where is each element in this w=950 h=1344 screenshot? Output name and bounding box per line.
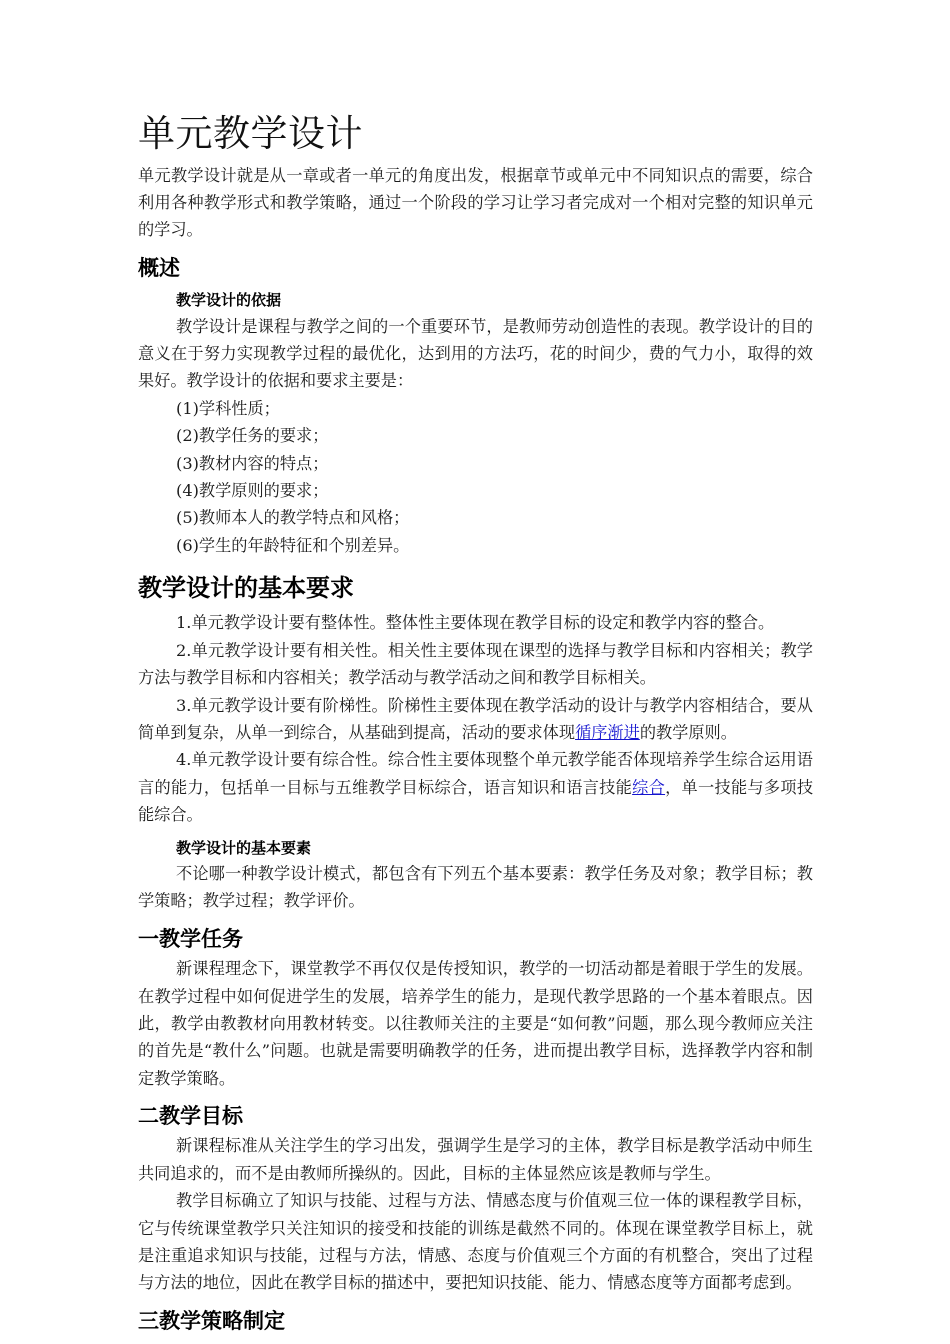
section-two-paragraph-2: 教学目标确立了知识与技能、过程与方法、情感态度与价值观三位一体的课程教学目标，它与传统课堂教学只关注知识的接受和技能的训练是截然不同的。体现在课堂教学目标上，就是注重追求知识与技能，过程与方法，情感、态度与价值观三个方面的有机整合，突出了过程与方法的地位，因此在教学目标的描述中，要把知识技能、能力、情感态度等方面都考虑到。 — [138, 1191, 813, 1293]
hyperlink-xunxujianjin[interactable]: 循序渐进 — [575, 722, 640, 742]
intro-paragraph: 单元教学设计就是从一章或者一单元的角度出发，根据章节或单元中不同知识点的需要，综合利用各种教学形式和教学策略，通过一个阶段的学习让学习者完成对一个相对完整的知识单元的学习。 — [138, 165, 813, 240]
requirement-text-4b: ，单一技能与多项技能综合。 — [138, 777, 814, 825]
requirement-text-3b: 的教学原则。 — [639, 722, 737, 742]
overview-list-item-1: (1)学科性质； — [176, 398, 280, 418]
overview-list-item-5: (5)教师本人的教学特点和风格； — [176, 508, 410, 528]
overview-list-item-3: (3)教材内容的特点； — [176, 453, 329, 473]
section-heading-basic-requirements: 教学设计的基本要求 — [138, 574, 354, 603]
section-one-paragraph: 新课程理念下，课堂教学不再仅仅是传授知识，教学的一切活动都是着眼于学生的发展。在教学过程中如何促进学生的发展，培养学生的能力，是现代教学思路的一个基本着眼点。因此，教学由教教材向用教材转变。以往教师关注的主要是“如何教”问题，那么现今教师应关注的首先是“教什么”问题。也就是需要明确教学的任务，进而提出教学目标，选择教学内容和制定教学策略。 — [138, 959, 813, 1088]
page-title: 单元教学设计 — [138, 112, 363, 155]
section-heading-two-teaching-goals: 二教学目标 — [138, 1104, 243, 1129]
overview-list-item-6: (6)学生的年龄特征和个别差异。 — [176, 535, 410, 555]
subheading-basic-elements: 教学设计的基本要素 — [176, 838, 312, 857]
hyperlink-zonghe[interactable]: 综合 — [632, 777, 666, 797]
overview-list-item-2: (2)教学任务的要求； — [176, 426, 329, 446]
requirement-item-3 — [138, 692, 813, 747]
section-heading-overview: 概述 — [138, 255, 180, 280]
requirement-text-4a: 4.单元教学设计要有综合性。综合性主要体现整个单元教学能否体现培养学生综合运用语言的能力，包括单一目标与五维教学目标综合，语言知识和语言技能 — [138, 750, 813, 797]
overview-paragraph: 教学设计是课程与教学之间的一个重要环节，是教师劳动创造性的表现。教学设计的目的意义在于努力实现教学过程的最优化，达到用的方法巧，花的时间少，费的气力小，取得的效果好。教学设计的依据和要求主要是： — [138, 316, 813, 391]
document-content — [138, 112, 813, 1337]
requirement-item-2 — [138, 637, 813, 692]
requirement-item-4 — [138, 746, 813, 828]
section-heading-one-teaching-task: 一教学任务 — [138, 926, 243, 951]
section-two-paragraph-1: 新课程标准从关注学生的学习出发，强调学生是学习的主体，教学目标是教学活动中师生共同追求的，而不是由教师所操纵的。因此，目标的主体显然应该是教师与学生。 — [138, 1136, 813, 1183]
basic-elements-paragraph: 不论哪一种教学设计模式，都包含有下列五个基本要素：教学任务及对象；教学目标；教学策略；教学过程；教学评价。 — [138, 864, 813, 911]
requirement-text-3a: 3.单元教学设计要有阶梯性。阶梯性主要体现在教学活动的设计与教学内容相结合，要从简单到复杂，从单一到综合，从基础到提高，活动的要求体现 — [138, 695, 813, 742]
requirement-text-1: 1.单元教学设计要有整体性。整体性主要体现在教学目标的设定和教学内容的整合。 — [176, 613, 775, 633]
requirement-text-2: 2.单元教学设计要有相关性。相关性主要体现在课型的选择与教学目标和内容相关；教学方法与教学目标和内容相关；教学活动与教学活动之间和教学目标相关。 — [138, 640, 813, 688]
requirement-item-1 — [138, 609, 813, 636]
subheading-design-basis: 教学设计的依据 — [176, 291, 282, 310]
overview-list-item-4: (4)教学原则的要求； — [176, 481, 329, 501]
section-heading-three-teaching-strategy: 三教学策略制定 — [138, 1308, 285, 1333]
